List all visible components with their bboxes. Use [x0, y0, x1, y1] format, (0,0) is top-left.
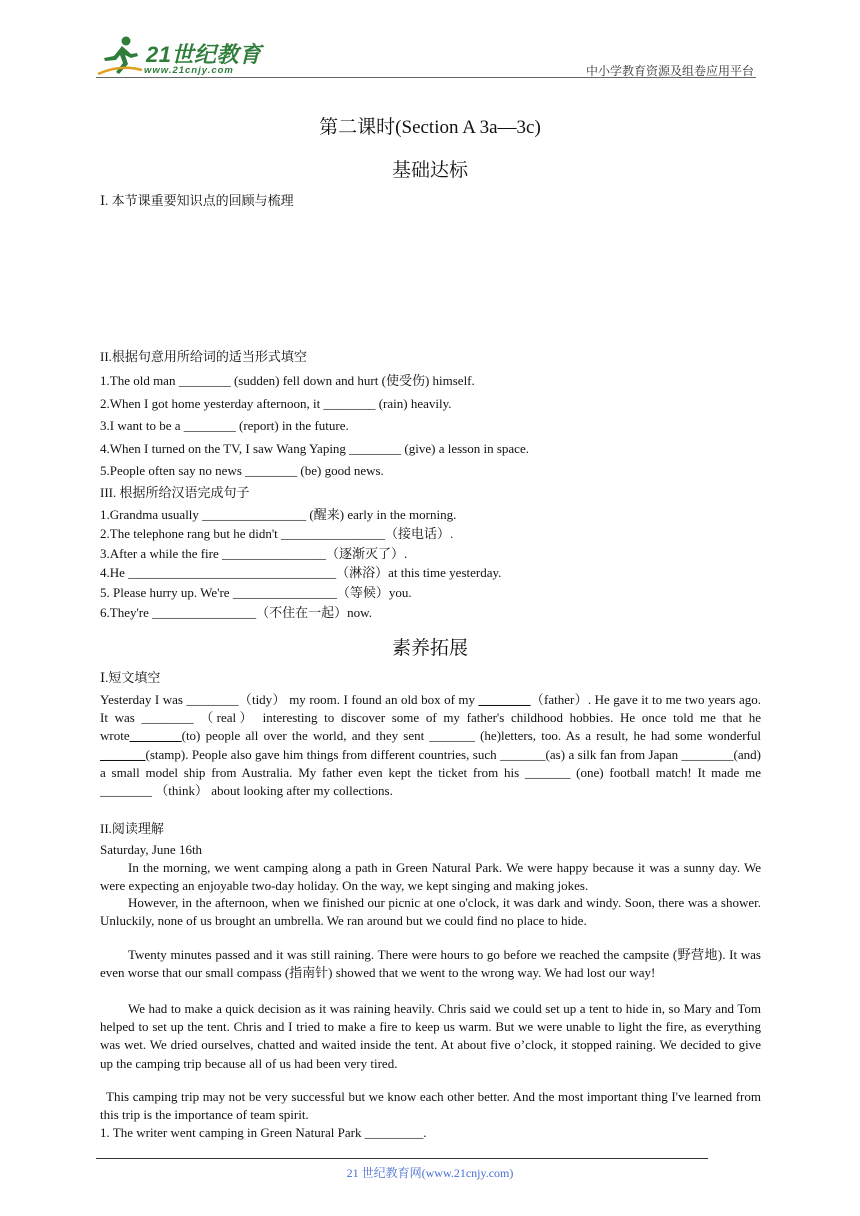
runner-logo-icon [96, 34, 144, 78]
logo-url: www.21cnjy.com [144, 65, 234, 76]
logo-text: 21世纪教育 [146, 42, 262, 67]
platform-label: 中小学教育资源及组卷应用平台 [585, 64, 754, 78]
footer-text[interactable]: 21 世纪教育网(www.21cnjy.com) [346, 1166, 514, 1180]
part3-item: 4.He ________________________________（淋浴）at this time yesterday. [100, 565, 502, 580]
reading-paragraph: In the morning, we went camping along a path in Green Natural Park. We were happy because it was a sunny day. We were expecting an enjoyable two-day holiday. On the way, we kept singing and making jokes. [100, 860, 761, 894]
part2-item: 5.People often say no news ________ (be) good news. [100, 463, 384, 478]
reading-paragraph: Twenty minutes passed and it was still raining. There were hours to go before we reached the campsite (野营地). It was even worse that our small compass (指南针) showed that we went to the wrong way. We had lost our way! [100, 947, 761, 981]
logo [96, 34, 266, 78]
cloze-blank-stamp: _______ [100, 746, 146, 762]
part3-item: 5. Please hurry up. We're ________________（等候）you. [100, 585, 412, 600]
ext1-heading: Ⅰ.短文填空 [100, 670, 161, 685]
part2-item: 2.When I got home yesterday afternoon, it ________ (rain) heavily. [100, 396, 452, 411]
part2-item: 3.I want to be a ________ (report) in the future. [100, 418, 349, 433]
cloze-text: (stamp). People also gave him things from different countries, such _______(as) a silk fan from Japan ________(and) a small model ship from Australia. My father even kept the ticket from his _______ (one) football match! It made me ________ （think） about looking after my collections. [100, 746, 761, 799]
reading-paragraph: We had to make a quick decision as it was raining heavily. Chris said we could set up a tent to hide in, so Mary and Tom helped to set up the tent. Chris and I tried to make a fire to keep us warm. But we were unable to light the fire, as everything was wet. We dried ourselves, chatted and waited inside the tent. At about five o’clock, it stopped raining. We decided to give up the camping trip because all of us had been very tired. [100, 1001, 761, 1071]
cloze-text: (to) people all over the world, and they sent _______ (he)letters, too. As a result, he had some wonderful [181, 728, 761, 744]
part2-heading: II.根据句意用所给词的适当形式填空 [100, 349, 307, 364]
footer-divider [96, 1158, 708, 1159]
cloze-passage [100, 691, 761, 800]
part3-item: 6.They're ________________（不住在一起）now. [100, 605, 372, 620]
reading-date: Saturday, June 16th [100, 842, 203, 857]
part3-item: 3.After a while the fire ________________（逐渐灭了）. [100, 546, 408, 561]
cloze-text: （father）. He gave it to me two years ago. It was ________ （real） interesting to discover some of my father's childhood hobbies. He once told me that he wrote [100, 692, 761, 744]
lesson-title: 第二课时(Section A 3a—3c) [319, 117, 541, 138]
cloze-blank-father: ________ [478, 692, 531, 707]
reading-paragraph: This camping trip may not be very successful but we know each other better. And the most important thing I've learned from this trip is the importance of team spirit. [100, 1089, 761, 1123]
cloze-text: Yesterday I was ________（tidy） my room. I found an old box of my [100, 692, 479, 707]
part3-item: 1.Grandma usually ________________ (醒来) early in the morning. [100, 507, 457, 522]
header-divider [96, 77, 756, 78]
part3-item: 2.The telephone rang but he didn't ________________（接电话）. [100, 526, 454, 541]
part2-item: 1.The old man ________ (sudden) fell down and hurt (使受伤) himself. [100, 373, 475, 388]
ext2-heading: II.阅读理解 [100, 821, 164, 836]
part1-heading: Ⅰ. 本节课重要知识点的回顾与梳理 [100, 193, 294, 208]
page-header [96, 34, 756, 80]
part3-heading: III. 根据所给汉语完成句子 [100, 485, 250, 500]
cloze-blank-to: ________ [129, 728, 182, 744]
question-1: 1. The writer went camping in Green Natural Park _________. [100, 1125, 427, 1140]
section-extension-title: 素养拓展 [391, 638, 468, 659]
part2-item: 4.When I turned on the TV, I saw Wang Yaping ________ (give) a lesson in space. [100, 441, 529, 456]
reading-paragraph: However, in the afternoon, when we finished our picnic at one o'clock, it was dark and windy. Soon, there was a shower. Unluckily, none of us brought an umbrella. We ran around but we could find no place to hide. [100, 895, 761, 929]
section-basic-title: 基础达标 [391, 160, 468, 181]
